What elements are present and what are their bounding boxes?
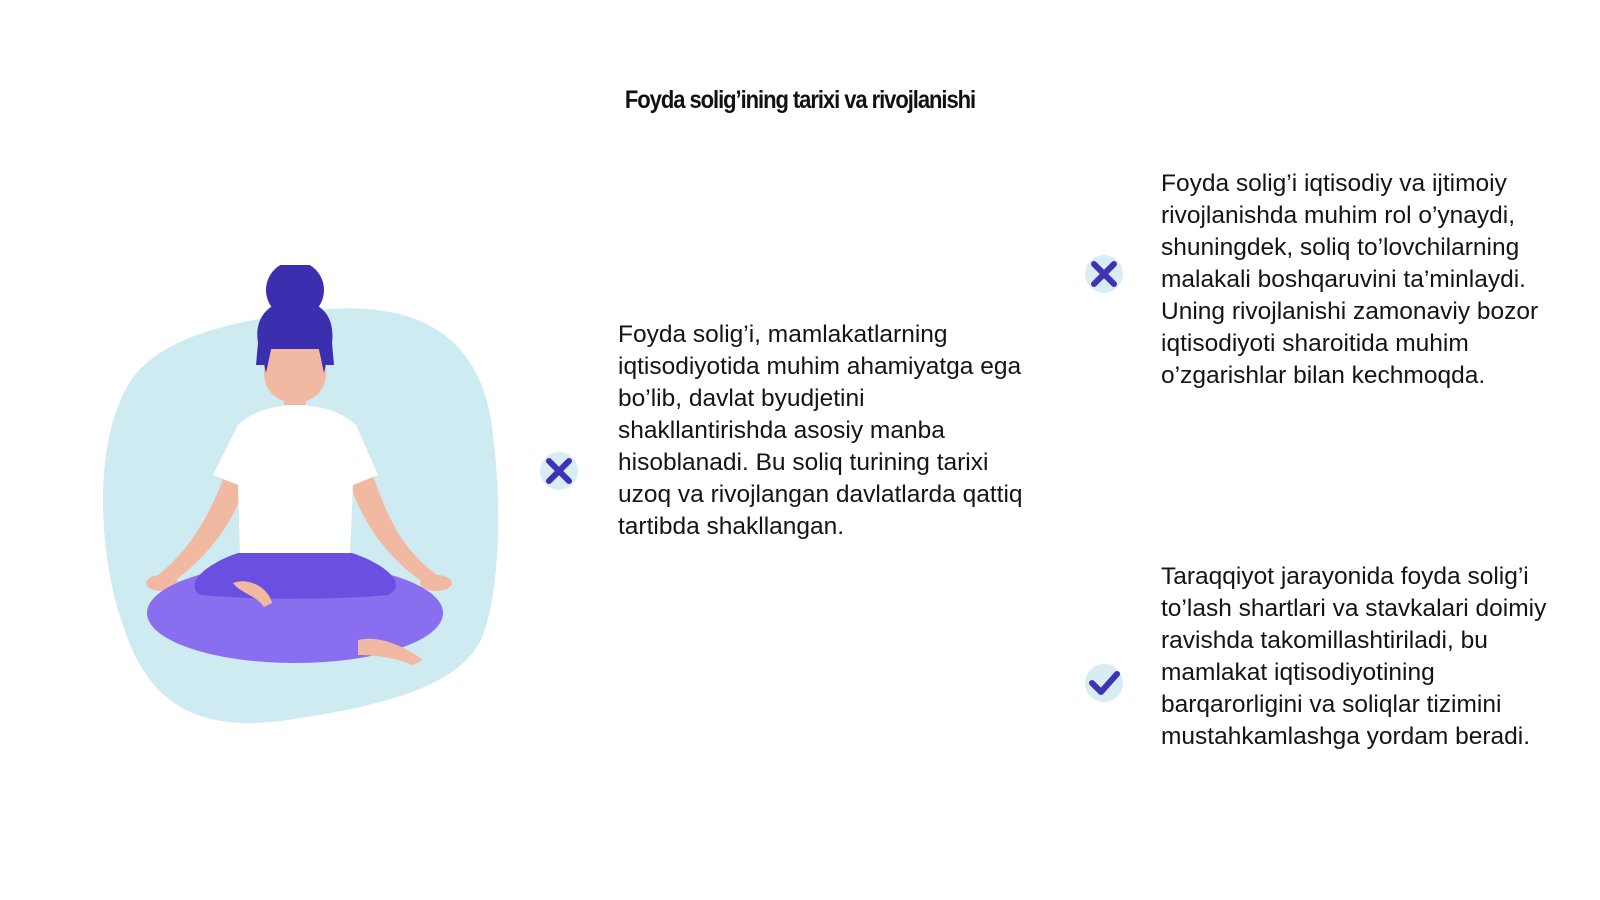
point-text-bottom: Taraqqiyot jarayonida foyda solig’i to’lash shartlari va stavkalari doimiy ravishda takomillashtiriladi, bu mamlakat iqtisodiyotining barqarorligini va soliqlar tizimini mustahkamlashga yordam beradi. [1161, 563, 1547, 750]
x-icon [537, 449, 581, 493]
x-icon [1082, 252, 1126, 296]
point-text-top: Foyda solig’i iqtisodiy va ijtimoiy rivojlanishda muhim rol o’ynaydi, shuningdek, soliq to’lovchilarning malakali boshqaruvini ta’minlaydi. Uning rivojlanishi zamonaviy bozor iqtisodiyoti sharoitida muhim o’zgarishlar bilan kechmoqda. [1161, 170, 1539, 389]
meditating-woman-illustration [88, 265, 518, 735]
point-text-main: Foyda solig’i, mamlakatlarning iqtisodiyotida muhim ahamiyatga ega bo’lib, davlat byudjetini shakllantirishda asosiy manba hisoblanadi. Bu soliq turining tarixi uzoq va rivojlangan davlatlarda qattiq tartibda shakllangan. [618, 321, 1023, 540]
check-icon [1082, 661, 1126, 705]
slide-title: Foyda solig’ining tarixi va rivojlanishi [624, 86, 976, 114]
